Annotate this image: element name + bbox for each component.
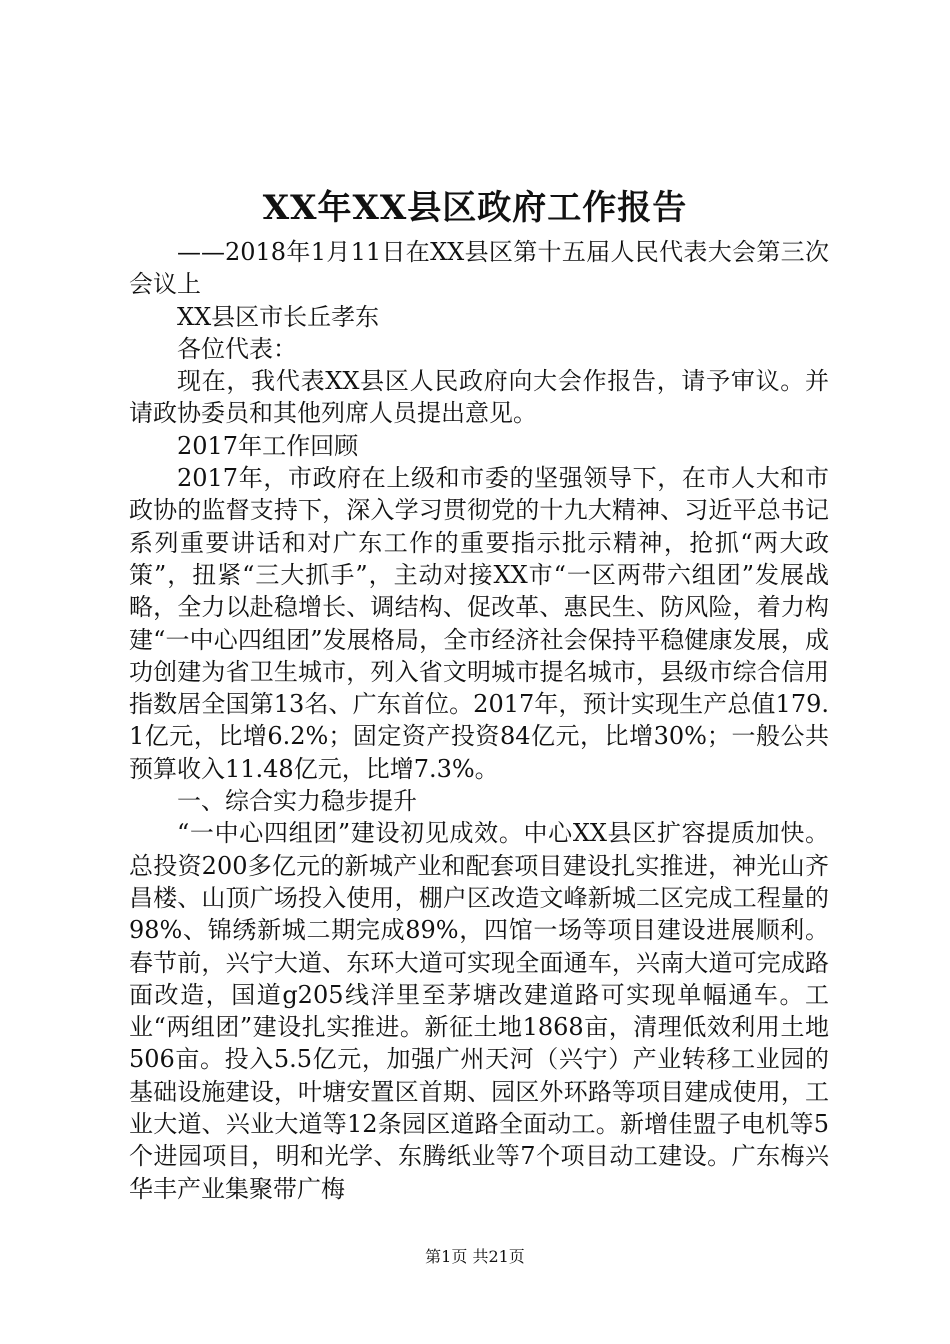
page-footer: 第1页 共21页 [425, 1247, 525, 1266]
review-paragraph: 2017年，市政府在上级和市委的坚强领导下，在市人大和市政协的监督支持下，深入学习贯彻党的十九大精神、习近平总书记系列重要讲话和对广东工作的重要指示批示精神，抢抓“两大政策”，扭紧“三大抓手”，主动对接XX市“一区两带六组团”发展战略，全力以赴稳增长、调结构、促改革、惠民生、防风险，着力构建“一中心四组团”发展格局，全市经济社会保持平稳健康发展，成功创建为省卫生城市，列入省文明城市提名城市，县级市综合信用指数居全国第13名、广东首位。2017年，预计实现生产总值179.1亿元，比增6.2%；固定资产投资84亿元，比增30%；一般公共预算收入11.48亿元，比增7.3%。 [129, 464, 829, 783]
intro-paragraph: 现在，我代表XX县区人民政府向大会作报告，请予审议。并请政协委员和其他列席人员提出意见。 [129, 367, 829, 428]
section-heading-review: 2017年工作回顾 [177, 431, 359, 460]
subtitle-paragraph: ——2018年1月11日在XX县区第十五届人民代表大会第三次会议上 [129, 238, 829, 299]
salutation: 各位代表： [177, 334, 297, 363]
body-paragraph: “一中心四组团”建设初见成效。中心XX县区扩容提质加快。总投资200多亿元的新城产业和配套项目建设扎实推进，神光山齐昌楼、山顶广场投入使用，棚户区改造文峰新城二区完成工程量的98%、锦绣新城二期完成89%，四馆一场等项目建设进展顺利。春节前，兴宁大道、东环大道可实现全面通车，兴南大道可完成路面改造，国道g205线洋里至茅塘改建道路可实现单幅通车。工业“两组团”建设扎实推进。新征土地1868亩，清理低效利用土地506亩。投入5.5亿元，加强广州天河（兴宁）产业转移工业园的基础设施建设，叶塘安置区首期、园区外环路等项目建成使用，工业大道、兴业大道等12条园区道路全面动工。新增佳盟子电机等5个进园项目，明和光学、东腾纸业等7个项目动工建设。广东梅兴华丰产业集聚带广梅 [129, 819, 829, 1203]
document-body [129, 236, 829, 1205]
section-heading-one: 一、综合实力稳步提升 [177, 787, 417, 816]
document-title: XX年XX县区政府工作报告 [262, 188, 688, 228]
author-line: XX县区市长丘孝东 [177, 302, 380, 331]
